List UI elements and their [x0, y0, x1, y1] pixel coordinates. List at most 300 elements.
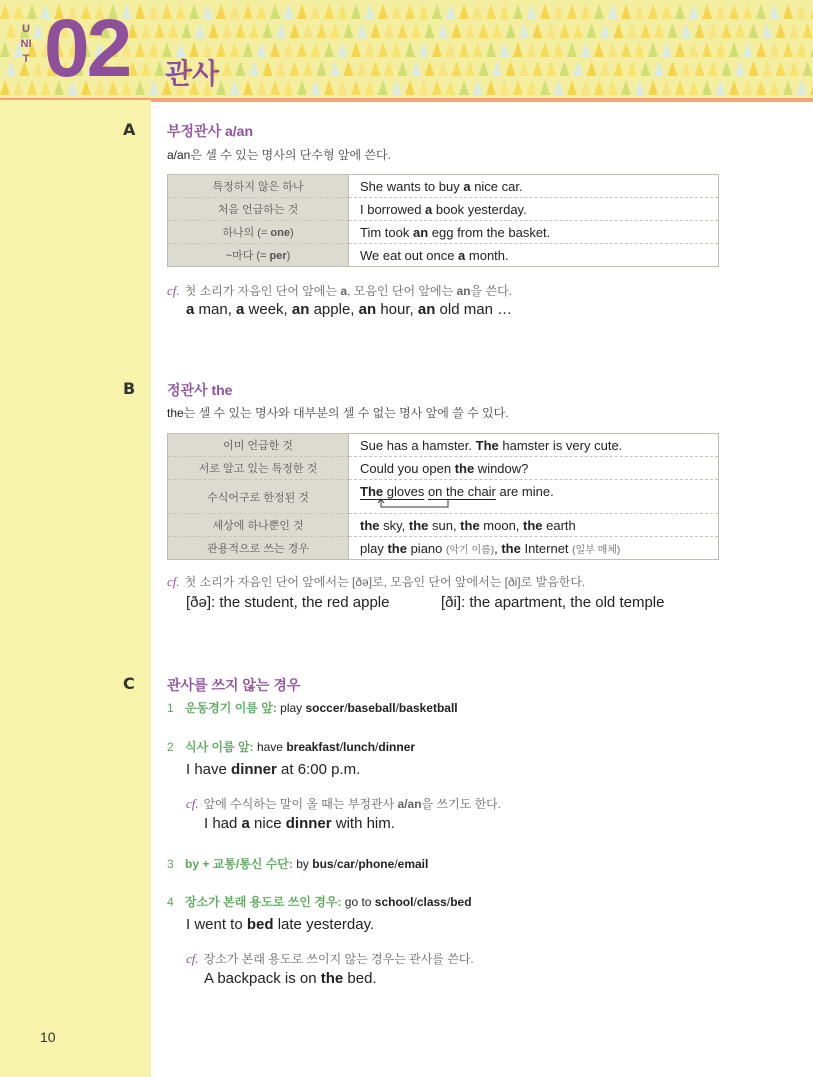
pattern-triangle	[797, 42, 807, 57]
pattern-triangle	[735, 23, 745, 38]
pattern-triangle	[540, 42, 550, 57]
section-b-letter: B	[123, 379, 136, 398]
pattern-triangle	[675, 4, 685, 19]
pattern-triangle	[317, 61, 327, 76]
text-segment: the	[320, 970, 344, 987]
pattern-triangle	[392, 80, 402, 95]
pattern-triangle	[702, 80, 712, 95]
pattern-triangle	[749, 23, 759, 38]
section-b-cf	[167, 573, 585, 590]
text-segment: (악기 이름)	[446, 544, 495, 556]
item-text	[254, 740, 415, 754]
row-label	[168, 175, 349, 198]
row-example	[349, 537, 719, 560]
pattern-triangle	[662, 42, 672, 57]
text-segment: (일부 매체)	[572, 544, 621, 556]
text-segment: 는 셀 수 있는 명사와 대부분의 셀 수 없는 명사 앞에 쓸 수 있다.	[183, 406, 509, 420]
table-row	[168, 514, 719, 537]
pattern-triangle	[554, 80, 564, 95]
pattern-triangle	[776, 23, 786, 38]
text-segment: old man …	[435, 301, 513, 318]
text-segment: apple,	[309, 301, 359, 318]
pattern-triangle	[641, 61, 651, 76]
pattern-triangle	[479, 61, 489, 76]
pattern-triangle	[290, 23, 300, 38]
text-segment: baseball	[347, 701, 396, 715]
pattern-triangle	[803, 23, 813, 38]
pattern-triangle	[284, 80, 294, 95]
text-segment: by	[292, 857, 313, 871]
item-label: by + 교통/통신 수단:	[185, 857, 293, 871]
pattern-triangle	[378, 4, 388, 19]
pattern-triangle	[432, 80, 442, 95]
pattern-triangle	[432, 4, 442, 19]
pattern-triangle	[446, 42, 456, 57]
pattern-triangle	[344, 61, 354, 76]
table-row	[168, 537, 719, 560]
pattern-triangle	[756, 42, 766, 57]
text-segment: ,	[494, 540, 502, 556]
pattern-triangle	[762, 23, 772, 38]
pattern-triangle	[438, 23, 448, 38]
cf-example	[204, 815, 395, 832]
text-segment: a	[425, 201, 433, 217]
text-segment: hour,	[376, 301, 418, 318]
text-segment: Sue has a hamster.	[360, 437, 476, 453]
pattern-triangle	[236, 23, 246, 38]
pattern-triangle	[614, 23, 624, 38]
pattern-triangle	[276, 23, 286, 38]
pattern-triangle	[135, 42, 145, 57]
text-segment: a	[186, 301, 195, 318]
section-b-desc	[167, 404, 509, 421]
text-segment: basketball	[398, 701, 458, 715]
text-segment: dinner	[285, 815, 332, 832]
pattern-triangle	[668, 23, 678, 38]
section-c-title: 관사를 쓰지 않는 경우	[167, 677, 301, 693]
pattern-triangle	[689, 42, 699, 57]
pattern-triangle	[627, 23, 637, 38]
pattern-triangle	[789, 61, 799, 76]
pattern-triangle	[675, 80, 685, 95]
item-example	[186, 916, 374, 933]
pattern-triangle	[641, 23, 651, 38]
row-label	[168, 537, 349, 560]
pattern-triangle	[573, 61, 583, 76]
pattern-triangle	[398, 61, 408, 76]
pattern-triangle	[438, 61, 448, 76]
text-segment: /	[413, 895, 417, 909]
pattern-triangle	[621, 80, 631, 95]
pattern-triangle	[654, 61, 664, 76]
pattern-triangle	[243, 4, 253, 19]
pattern-triangle	[608, 42, 618, 57]
text-segment: /	[375, 740, 379, 754]
pattern-triangle	[527, 42, 537, 57]
pattern-triangle	[384, 23, 394, 38]
pattern-triangle	[446, 4, 456, 19]
pattern-triangle	[0, 4, 10, 19]
pattern-triangle	[600, 61, 610, 76]
pattern-triangle	[33, 23, 43, 38]
pattern-triangle	[27, 4, 37, 19]
pattern-triangle	[540, 80, 550, 95]
text-segment: window?	[474, 460, 529, 476]
text-segment: I borrowed	[360, 201, 426, 217]
pattern-triangle	[209, 23, 219, 38]
list-item	[167, 855, 428, 872]
pattern-triangle	[635, 42, 645, 57]
pattern-triangle	[230, 4, 240, 19]
pattern-triangle	[371, 23, 381, 38]
pattern-triangle	[141, 23, 151, 38]
text-segment: a/an	[167, 148, 191, 162]
section-a-cf	[167, 282, 512, 299]
pattern-triangle	[419, 80, 429, 95]
pattern-triangle	[762, 61, 772, 76]
pattern-triangle	[533, 61, 543, 76]
text-segment: egg from the basket.	[428, 224, 551, 240]
text-segment: a/an	[397, 797, 422, 811]
text-segment: go to	[341, 895, 375, 909]
pattern-triangle	[662, 4, 672, 19]
text-segment: Could you open	[360, 460, 455, 476]
pattern-triangle	[425, 61, 435, 76]
pattern-triangle	[168, 23, 178, 38]
table-row	[168, 198, 719, 221]
pattern-triangle	[587, 23, 597, 38]
pattern-triangle	[155, 61, 165, 76]
pattern-triangle	[257, 4, 267, 19]
text-segment: the	[523, 517, 543, 533]
side-strip	[0, 100, 151, 1077]
pattern-triangle	[392, 42, 402, 57]
pattern-triangle	[149, 80, 159, 95]
list-item	[167, 699, 458, 716]
pattern-triangle	[492, 61, 502, 76]
section-a-letter: A	[123, 120, 136, 139]
pattern-triangle	[27, 80, 37, 95]
pattern-triangle	[546, 23, 556, 38]
pattern-triangle	[230, 42, 240, 57]
pattern-triangle	[465, 61, 475, 76]
pattern-triangle	[689, 80, 699, 95]
pattern-triangle	[284, 42, 294, 57]
pattern-triangle	[324, 4, 334, 19]
pattern-triangle	[702, 4, 712, 19]
pattern-triangle	[465, 23, 475, 38]
pattern-triangle	[600, 23, 610, 38]
pattern-triangle	[648, 4, 658, 19]
row-example	[349, 175, 719, 198]
pattern-triangle	[621, 4, 631, 19]
pattern-triangle	[729, 42, 739, 57]
pattern-triangle	[411, 23, 421, 38]
item-cf	[186, 795, 501, 812]
pattern-triangle	[182, 23, 192, 38]
unit-header	[0, 0, 813, 100]
section-b-table	[167, 433, 719, 560]
pattern-triangle	[729, 80, 739, 95]
pattern-triangle	[365, 42, 375, 57]
page-number: 10	[40, 1029, 56, 1045]
pattern-triangle	[149, 4, 159, 19]
pattern-triangle	[668, 61, 678, 76]
pattern-triangle	[581, 42, 591, 57]
pattern-triangle	[635, 4, 645, 19]
pattern-triangle	[432, 42, 442, 57]
text-segment: lunch	[343, 740, 376, 754]
pattern-triangle	[708, 23, 718, 38]
pattern-triangle	[6, 23, 16, 38]
pattern-triangle	[311, 80, 321, 95]
text-segment: email	[397, 857, 429, 871]
pattern-triangle	[0, 42, 10, 57]
text-segment: moon,	[479, 517, 524, 533]
pattern-triangle	[257, 80, 267, 95]
text-segment: week,	[244, 301, 292, 318]
row-example	[360, 484, 554, 499]
pattern-triangle	[567, 42, 577, 57]
text-segment: /	[333, 857, 337, 871]
pattern-triangle	[722, 23, 732, 38]
text-segment: /	[354, 857, 359, 871]
item-text	[341, 895, 471, 909]
pattern-triangle	[14, 80, 24, 95]
pattern-triangle	[149, 42, 159, 57]
text-segment: an	[456, 284, 471, 298]
pattern-triangle	[216, 4, 226, 19]
pattern-triangle	[351, 80, 361, 95]
text-segment: phone	[358, 857, 395, 871]
text-segment: bed.	[343, 970, 377, 987]
pattern-triangle	[338, 42, 348, 57]
text-segment: 을 쓰기도 한다.	[421, 797, 502, 811]
pattern-triangle	[648, 80, 658, 95]
pattern-triangle	[162, 4, 172, 19]
pattern-triangle	[297, 4, 307, 19]
row-label	[168, 457, 349, 480]
pattern-triangle	[743, 4, 753, 19]
cf-label: cf.	[186, 796, 199, 811]
pattern-triangle	[681, 61, 691, 76]
pattern-triangle	[519, 61, 529, 76]
pattern-triangle	[357, 23, 367, 38]
pattern-triangle	[452, 61, 462, 76]
pattern-triangle	[500, 80, 510, 95]
text-segment: We eat out once	[360, 247, 459, 263]
cf-text	[185, 284, 512, 298]
pattern-triangle	[222, 61, 232, 76]
text-segment: have	[253, 740, 287, 754]
pattern-triangle	[770, 80, 780, 95]
pattern-triangle	[155, 23, 165, 38]
pattern-triangle	[803, 61, 813, 76]
pattern-triangle	[365, 80, 375, 95]
text-segment: car	[336, 857, 355, 871]
text-segment: I went to	[186, 916, 247, 933]
text-segment: 처음 언급하는 것	[217, 204, 299, 216]
pattern-triangle	[743, 42, 753, 57]
text-segment: the	[460, 517, 480, 533]
pattern-triangle	[135, 80, 145, 95]
text-segment: the	[360, 517, 380, 533]
pattern-triangle	[783, 80, 793, 95]
pattern-triangle	[243, 80, 253, 95]
section-a-table	[167, 174, 719, 267]
pattern-triangle	[330, 23, 340, 38]
pattern-triangle	[303, 23, 313, 38]
pattern-triangle	[459, 42, 469, 57]
text-segment: the	[167, 406, 184, 420]
text-segment: bed	[450, 895, 472, 909]
pattern-triangle	[297, 80, 307, 95]
text-segment: the	[387, 540, 407, 556]
text-segment: play	[360, 540, 388, 556]
pattern-triangle	[284, 4, 294, 19]
pattern-triangle	[716, 42, 726, 57]
text-segment: the	[454, 460, 475, 476]
pattern-triangle	[236, 61, 246, 76]
table-row	[168, 434, 719, 457]
pattern-triangle	[473, 42, 483, 57]
pattern-triangle	[311, 4, 321, 19]
text-segment: per	[269, 250, 287, 262]
list-item	[167, 893, 472, 910]
table-row	[168, 175, 719, 198]
text-segment: She wants to buy	[360, 178, 464, 194]
pattern-triangle	[14, 4, 24, 19]
pattern-triangle	[317, 23, 327, 38]
pattern-triangle	[527, 4, 537, 19]
row-example	[349, 434, 719, 457]
pattern-triangle	[486, 4, 496, 19]
pattern-triangle	[749, 61, 759, 76]
pattern-triangle	[729, 4, 739, 19]
text-segment: sun,	[428, 517, 461, 533]
pattern-triangle	[546, 61, 556, 76]
item-example	[186, 761, 360, 778]
pattern-triangle	[459, 4, 469, 19]
pattern-triangle	[446, 80, 456, 95]
pattern-triangle	[419, 4, 429, 19]
pattern-triangle	[263, 23, 273, 38]
text-segment: Internet	[520, 540, 573, 556]
text-segment: a	[236, 301, 245, 318]
item-label: 장소가 본래 용도로 쓰인 경우:	[185, 895, 342, 909]
pattern-triangle	[189, 4, 199, 19]
text-segment: at 6:00 p.m.	[276, 761, 361, 778]
pattern-triangle	[702, 42, 712, 57]
pattern-triangle	[405, 42, 415, 57]
text-segment: /	[339, 740, 344, 754]
pattern-triangle	[506, 23, 516, 38]
text-segment: bed	[246, 916, 274, 933]
modifier-arrow-icon	[377, 498, 467, 512]
pattern-triangle	[0, 80, 10, 95]
text-segment: 수식어구로 한정된 것	[207, 491, 309, 504]
pattern-triangle	[716, 80, 726, 95]
text-segment: piano	[406, 540, 447, 556]
row-label	[168, 198, 349, 221]
pattern-triangle	[492, 23, 502, 38]
table-row	[168, 457, 719, 480]
pattern-triangle	[203, 4, 213, 19]
pattern-triangle	[141, 61, 151, 76]
cf-label: cf.	[167, 283, 180, 298]
pattern-triangle	[594, 42, 604, 57]
pattern-triangle	[135, 4, 145, 19]
pattern-triangle	[405, 4, 415, 19]
pattern-triangle	[392, 4, 402, 19]
text-segment: 하나의 (=	[222, 227, 271, 239]
pattern-triangle	[249, 61, 259, 76]
pattern-triangle	[473, 4, 483, 19]
pattern-triangle	[311, 42, 321, 57]
pattern-triangle	[533, 23, 543, 38]
cf-label: cf.	[186, 951, 199, 966]
text-segment: play	[276, 701, 306, 715]
pattern-triangle	[581, 80, 591, 95]
section-c-letter: C	[123, 674, 135, 693]
cf-text	[185, 575, 586, 589]
text-segment: )	[289, 227, 294, 239]
text-segment: man,	[194, 301, 237, 318]
pattern-triangle	[459, 80, 469, 95]
text-segment: 관용적으로 쓰는 경우	[207, 543, 309, 555]
pattern-triangle	[783, 42, 793, 57]
text-segment: The	[475, 437, 499, 453]
pattern-triangle	[614, 61, 624, 76]
text-segment: the	[501, 540, 521, 556]
text-segment: /	[446, 895, 451, 909]
example-right: [ði]: the apartment, the old temple	[441, 594, 665, 611]
table-row	[168, 221, 719, 244]
text-segment: /	[344, 701, 348, 715]
pattern-triangle	[344, 23, 354, 38]
row-example	[349, 198, 719, 221]
pattern-triangle	[560, 23, 570, 38]
pattern-triangle	[405, 80, 415, 95]
text-segment: 첫 소리가 자음인 단어 앞에서는 [ðə]로, 모음인 단어 앞에서는 [ði]로 발음한다.	[184, 575, 586, 589]
unit-title: 관사	[165, 58, 220, 89]
text-segment: /	[394, 857, 398, 871]
pattern-triangle	[743, 80, 753, 95]
pattern-triangle	[351, 42, 361, 57]
pattern-triangle	[567, 80, 577, 95]
pattern-triangle	[770, 4, 780, 19]
text-segment: a	[458, 247, 466, 263]
pattern-triangle	[689, 4, 699, 19]
pattern-triangle	[176, 4, 186, 19]
text-segment: nice	[249, 815, 286, 832]
pattern-triangle	[351, 4, 361, 19]
pattern-triangle	[716, 4, 726, 19]
cf-text	[204, 952, 474, 966]
text-segment: an	[358, 301, 377, 318]
pattern-triangle	[371, 61, 381, 76]
item-number: 4	[167, 895, 174, 909]
pattern-triangle	[303, 61, 313, 76]
pattern-triangle	[519, 23, 529, 38]
pattern-triangle	[789, 23, 799, 38]
pattern-triangle	[695, 61, 705, 76]
item-number: 1	[167, 701, 174, 715]
text-segment: 장소가 본래 용도로 쓰이지 않는 경우는 관사를 쓴다.	[203, 952, 474, 966]
pattern-triangle	[6, 61, 16, 76]
text-segment: school	[374, 895, 414, 909]
pattern-triangle	[411, 61, 421, 76]
